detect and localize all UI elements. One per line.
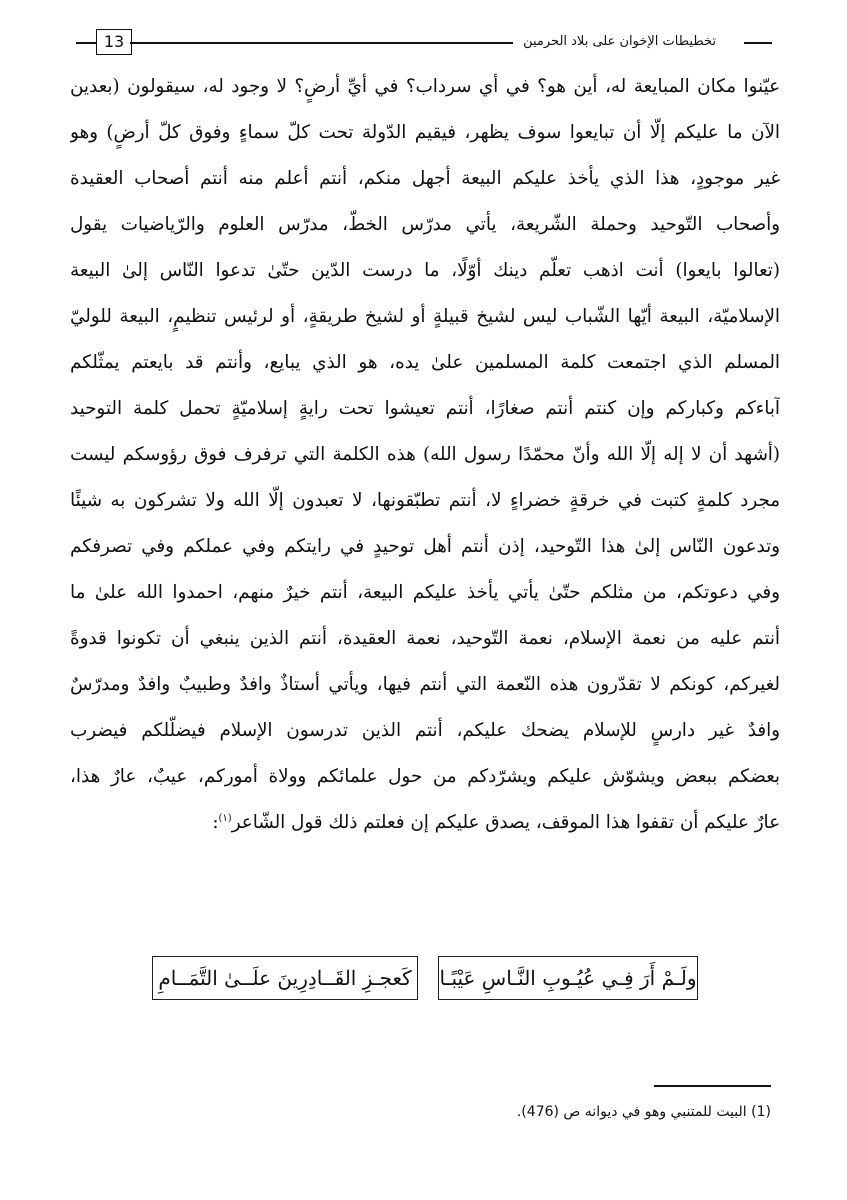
text-line: آباءكم وكباركم وإن كنتم أنتم صغارًا، أنتم تعيشوا تحت رايةٍ إسلاميّةٍ تحمل كلمة التوحيد [70, 398, 780, 419]
text-line: المسلم الذي اجتمعت كلمة المسلمين علىٰ يده، هو الذي يبايع، وأنتم قد بايعتم يمثّلكم [70, 352, 780, 373]
text-line: (أشهد أن لا إله إلّا الله وأنّ محمّدًا رسول الله) هذه الكلمة التي ترفرف فوق رؤوسكم ليست [70, 444, 780, 465]
text-line: أنتم عليه من نعمة الإسلام، نعمة التّوحيد، نعمة العقيدة، أنتم الذين ينبغي أن تكونوا قدوةً [70, 628, 780, 649]
text-line: الآن ما عليكم إلّا أن تبايعوا سوف يظهر، فيقيم الدّولة تحت كلّ سماءٍ وفوق كلّ أرضٍ) وهو [70, 122, 780, 143]
text-line: بعضكم ببعض ويشوّش عليكم ويشرّدكم من حول علمائكم وولاة أموركم، عيبٌ، عارٌ هذا، [70, 766, 780, 787]
page-number: 13 [96, 29, 132, 55]
poetry-verse [150, 956, 698, 1000]
text-line: غير موجودٍ، هذا الذي يأخذ عليكم البيعة أجهل منكم، أنتم أعلم منه أنتم أصحاب العقيدة [70, 168, 780, 189]
text-line: (تعالوا بايعوا) أنت اذهب تعلّم دينك أوّلًا، ما درست الدّين حتّىٰ تدعوا النّاس إلىٰ البيعة [70, 260, 780, 281]
footnote-separator [654, 1085, 771, 1087]
text-line: لغيركم، كونكم لا تقدّرون هذه النّعمة التي أنتم فيها، ويأتي أستاذٌ وافدٌ وطبيبٌ وافدٌ ومدرّسٌ [70, 674, 780, 695]
text-line: وأصحاب التّوحيد وحملة الشّريعة، يأتي مدرّس الخطّ، مدرّس العلوم والرّياضيات يقول [70, 214, 780, 235]
running-title: تخطيطات الإخوان على بلاد الحرمين [523, 34, 716, 49]
footnote-reference[interactable]: (١) [218, 812, 232, 824]
header-rule-left [76, 42, 96, 44]
page-header [76, 26, 772, 62]
text-line: عيّنوا مكان المبايعة له، أين هو؟ في أي سرداب؟ في أيِّ أرضٍ؟ لا وجود له، سيقولون (بعدين [70, 76, 780, 97]
verse-first-hemistich: ولَـمْ أَرَ فِـي عُيُـوبِ النَّـاسِ عَيْبًـا [438, 956, 698, 1000]
header-rule-right [744, 42, 772, 44]
text-line: مجرد كلمةٍ كتبت في خرقةٍ خضراءٍ لا، أنتم تطبّقونها، لا تعبدون إلّا الله ولا تشركون به شيئًا [70, 490, 780, 511]
verse-gap [418, 956, 438, 1000]
last-line-text: عارٌ عليكم أن تقفوا هذا الموقف، يصدق عليكم إن فعلتم ذلك قول الشّاعر [231, 812, 780, 833]
last-line-colon: : [212, 812, 219, 833]
body-text [70, 64, 780, 846]
verse-second-hemistich: كَعجـزِ القَــادِرِينَ علَــىٰ التَّمَــامِ [152, 956, 418, 1000]
header-rule-middle [130, 42, 513, 44]
footnote: (1) البيت للمتنبي وهو في ديوانه ص (476). [516, 1104, 771, 1120]
text-line: وتدعون النّاس إلىٰ هذا التّوحيد، إذن أنتم أهل توحيدٍ في رايتكم وفي عملكم وفي تصرفكم [70, 536, 780, 557]
text-line-last [70, 800, 780, 846]
text-line: وافدٌ غير دارسٍ للإسلام يضحك عليكم، أنتم الذين تدرسون الإسلام فيضلّلكم فيضرب [70, 720, 780, 741]
text-line: وفي دعوتكم، من مثلكم حتّىٰ يأتي يأخذ عليكم البيعة، أنتم خيرٌ منهم، احمدوا الله علىٰ ما [70, 582, 780, 603]
text-line: الإسلاميّة، البيعة أيّها الشّباب ليس لشيخ قبيلةٍ أو لشيخ طريقةٍ، أو لرئيس تنظيمٍ، البيعة للوليّ [70, 306, 780, 327]
